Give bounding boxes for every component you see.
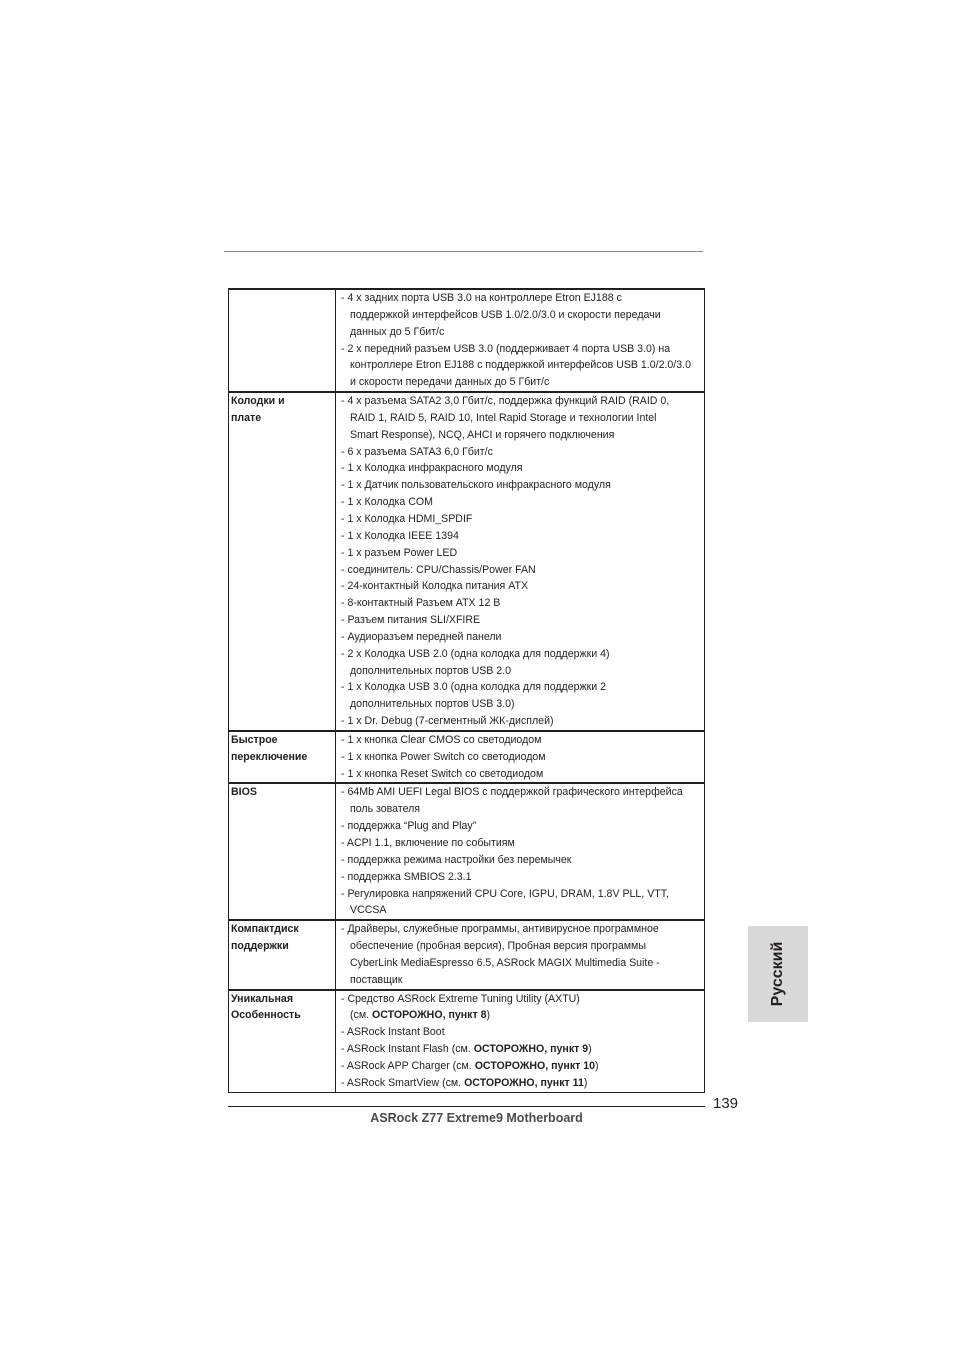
spec-item-line [341, 374, 704, 391]
spec-item-text: - 4 x задних порта USB 3.0 на контроллере Etron EJ188 с [341, 292, 622, 304]
spec-label-line: плате [231, 411, 262, 424]
spec-item-text: ) [486, 1009, 490, 1022]
spec-item-line [341, 955, 704, 972]
spec-item-line [341, 646, 704, 663]
spec-row-items [336, 783, 705, 920]
spec-row-items [336, 990, 705, 1093]
spec-item-text: - ASRock Instant Flash (см. [341, 1043, 474, 1056]
spec-item-text: - соединитель: CPU/Chassis/Power FAN [341, 563, 536, 576]
spec-row [229, 731, 705, 784]
spec-item-line [341, 307, 704, 324]
spec-item-line [341, 972, 704, 989]
spec-item-text: поддержкой интерфейсов USB 1.0/2.0/3.0 и скорости передачи [350, 308, 661, 321]
spec-item-line [341, 612, 704, 629]
spec-label-line: Компактдиск [231, 923, 299, 936]
language-tab-label: Русский [769, 941, 786, 1007]
spec-row [229, 783, 705, 920]
spec-item-text: Smart Response), NCQ, AHCI и горячего подключения [350, 428, 615, 441]
spec-item-text: - поддержка SMBIOS 2.3.1 [341, 870, 472, 883]
spec-item-line [341, 696, 704, 713]
spec-row-label [229, 920, 336, 989]
spec-item-text: - Аудиоразъем передней панели [341, 630, 502, 643]
spec-item-text: ОСТОРОЖНО, пункт 9 [473, 1043, 589, 1056]
spec-item-line [341, 393, 704, 410]
spec-item-line [341, 749, 704, 766]
spec-item-text: - 6 x разъема SATA3 6,0 Гбит/с [341, 445, 493, 458]
spec-item-text: ОСТОРОЖНО, пункт 10 [474, 1059, 596, 1072]
spec-label-line: поддержки [231, 940, 289, 953]
spec-item-text: - Драйверы, служебные программы, антивирусное программное [341, 923, 659, 936]
spec-item-line [341, 713, 704, 730]
spec-item-text: - 1 x Dr. Debug (7-сегментный ЖК-дисплей) [341, 715, 554, 728]
spec-label-line: BIOS [231, 786, 257, 799]
spec-item-text: - 1 x Колодка COM [341, 496, 433, 509]
spec-item-text: поль зователя [350, 803, 421, 816]
spec-item-text: - 8-контактный Разъем ATX 12 В [341, 597, 501, 610]
spec-item-line [341, 324, 704, 341]
spec-label-line: переключение [231, 750, 308, 763]
spec-item-text: - 1 x разъем Power LED [341, 546, 458, 559]
spec-row-items [336, 392, 705, 731]
spec-item-text: - 2 x передний разъем USB 3.0 (поддерживает 4 порта USB 3.0) на [341, 342, 671, 355]
spec-item-text: - поддержка “Plug and Play” [341, 820, 477, 833]
spec-item-line [341, 511, 704, 528]
spec-item-line [341, 562, 704, 579]
spec-label-line: Уникальная [231, 992, 294, 1005]
spec-item-line [341, 528, 704, 545]
spec-item-line [341, 818, 704, 835]
spec-item-text: - Регулировка напряжений CPU Core, IGPU, DRAM, 1.8V PLL, VTT, [341, 887, 669, 900]
spec-item-line [341, 886, 704, 903]
spec-item-line [341, 921, 704, 938]
spec-item-line [341, 1075, 704, 1092]
spec-item-line [341, 732, 704, 749]
page-number: 139 [713, 1095, 739, 1112]
spec-item-text: дополнительных портов USB 3.0) [350, 698, 515, 711]
spec-item-line [341, 902, 704, 919]
spec-item-text: - 1 x кнопка Reset Switch со светодиодом [341, 767, 544, 780]
footer-rule [228, 1106, 705, 1107]
spec-item-line [341, 784, 704, 801]
spec-item-line [341, 835, 704, 852]
spec-item-line [341, 444, 704, 461]
spec-row [229, 920, 705, 989]
spec-item-line [341, 410, 704, 427]
spec-item-text: (см. [350, 1009, 372, 1022]
spec-item-line [341, 494, 704, 511]
spec-item-line [341, 477, 704, 494]
spec-item-text: ) [595, 1059, 599, 1072]
language-tab [748, 926, 808, 1022]
spec-item-text: ) [583, 1076, 588, 1089]
spec-row-label [229, 990, 336, 1093]
spec-item-text: - 1 x кнопка Clear CMOS со светодиодом [341, 733, 542, 746]
spec-item-text: ) [588, 1043, 592, 1056]
spec-item-text: ОСТОРОЖНО, пункт 8 [372, 1009, 487, 1022]
spec-item-text: - 1 x кнопка Power Switch со светодиодом [341, 750, 546, 763]
spec-item-text: - поддержка режима настройки без перемычек [341, 853, 572, 866]
spec-row-label [229, 783, 336, 920]
spec-item-text: контроллере Etron EJ188 с поддержкой интерфейсов USB 1.0/2.0/3.0 [350, 359, 691, 372]
spec-item-line [341, 852, 704, 869]
spec-row-label [229, 731, 336, 784]
spec-item-line [341, 460, 704, 477]
spec-row-label [229, 392, 336, 731]
spec-item-line [341, 595, 704, 612]
spec-item-line [341, 991, 704, 1008]
spec-item-line [341, 545, 704, 562]
spec-item-text: - 4 x разъема SATA2 3,0 Гбит/с, поддержка функций RAID (RAID 0, [341, 395, 670, 408]
spec-row [229, 392, 705, 731]
spec-item-line [341, 679, 704, 696]
spec-item-text: - ACPI 1.1, включение по событиям [341, 837, 515, 849]
spec-item-text: RAID 1, RAID 5, RAID 10, Intel Rapid Storage и технологии Intel [350, 411, 657, 424]
spec-item-text: - 1 x Колодка IEEE 1394 [341, 529, 459, 542]
spec-item-line [341, 1041, 704, 1058]
spec-row-label [229, 289, 336, 392]
spec-item-line [341, 427, 704, 444]
spec-item-text: VCCSA [350, 904, 387, 917]
spec-item-line [341, 1058, 704, 1075]
spec-item-text: - 64Mb AMI UEFI Legal BIOS с поддержкой графического интерфейса [341, 786, 683, 799]
spec-item-line [341, 801, 704, 818]
top-rule [224, 251, 703, 252]
footer-title: ASRock Z77 Extreme9 Motherboard [370, 1111, 583, 1125]
spec-label-line: Особенность [231, 1009, 301, 1022]
spec-label-line: Колодки и [231, 395, 285, 408]
spec-item-text: - ASRock APP Charger (см. [341, 1059, 475, 1072]
spec-item-line [341, 629, 704, 646]
spec-row [229, 990, 705, 1093]
spec-item-text: - ASRock SmartView (см. [341, 1076, 465, 1089]
spec-row-items [336, 289, 705, 392]
spec-item-text: ОСТОРОЖНО, пункт 11 [464, 1076, 584, 1089]
spec-item-text: - 2 x Колодка USB 2.0 (одна колодка для поддержки 4) [341, 647, 610, 660]
spec-item-text: - 1 x Датчик пользовательского инфракрасного модуля [341, 479, 611, 492]
spec-item-text: - 1 x Колодка инфракрасного модуля [341, 462, 523, 475]
spec-item-line [341, 1024, 704, 1041]
spec-item-text: - ASRock Instant Boot [341, 1026, 445, 1039]
spec-item-line [341, 1007, 704, 1024]
spec-item-text: CyberLink MediaEspresso 6.5, ASRock MAGIX Multimedia Suite - [350, 956, 660, 969]
specifications-table-body [229, 289, 705, 1092]
spec-row [229, 289, 705, 392]
spec-item-text: - Средство ASRock Extreme Tuning Utility (AXTU) [341, 992, 580, 1005]
spec-item-line [341, 766, 704, 783]
spec-row-items [336, 920, 705, 989]
spec-item-text: обеспечение (пробная версия), Пробная версия программы [350, 940, 646, 953]
spec-item-text: - Разъем питания SLI/XFIRE [341, 614, 481, 627]
spec-item-line [341, 663, 704, 680]
specifications-table [228, 288, 705, 1093]
spec-item-text: и скорости передачи данных до 5 Гбит/с [350, 376, 550, 389]
spec-item-line [341, 341, 704, 358]
spec-item-line [341, 578, 704, 595]
spec-item-line [341, 357, 704, 374]
spec-item-line [341, 938, 704, 955]
spec-item-text: - 24-контактный Колодка питания ATX [341, 580, 529, 593]
spec-item-text: дополнительных портов USB 2.0 [350, 664, 512, 677]
spec-item-text: - 1 x Колодка USB 3.0 (одна колодка для поддержки 2 [341, 681, 606, 694]
spec-item-line [341, 290, 704, 307]
spec-item-text: поставщик [350, 973, 403, 986]
spec-item-text: данных до 5 Гбит/с [350, 325, 445, 338]
spec-row-items [336, 731, 705, 784]
spec-item-text: - 1 x Колодка HDMI_SPDIF [341, 512, 473, 525]
spec-label-line: Быстрое [231, 733, 278, 746]
spec-item-line [341, 869, 704, 886]
